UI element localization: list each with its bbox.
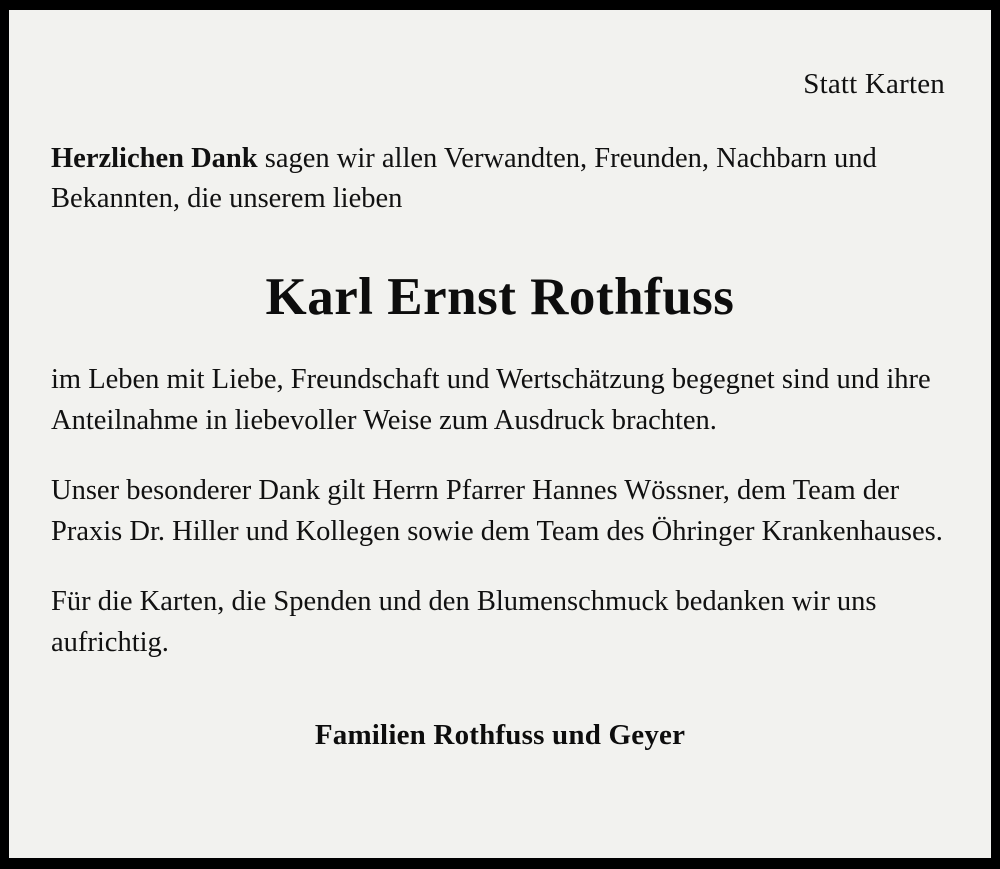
deceased-name: Karl Ernst Rothfuss (265, 267, 735, 326)
body-paragraph-1: im Leben mit Liebe, Freundschaft und Wertschätzung begegnet sind und ihre Anteilnahme in liebevoller Weise zum Ausdruck brachten. (51, 364, 931, 436)
body-paragraph-2: Unser besonderer Dank gilt Herrn Pfarrer Hannes Wössner, dem Team der Praxis Dr. Hiller und Kollegen sowie dem Team des Öhringer Krankenhauses. (51, 475, 943, 547)
intro-paragraph (51, 139, 949, 220)
intro-lead: Herzlichen Dank (51, 143, 258, 174)
header-note: Statt Karten (803, 68, 945, 100)
intro-rest: sagen wir allen Verwandten, Freunden, Nachbarn und Bekannten, die unserem lieben (51, 143, 877, 215)
obituary-inner (9, 10, 991, 858)
body-paragraph-3: Für die Karten, die Spenden und den Blumenschmuck bedanken wir uns aufrichtig. (51, 586, 877, 658)
family-signature: Familien Rothfuss und Geyer (314, 719, 686, 752)
